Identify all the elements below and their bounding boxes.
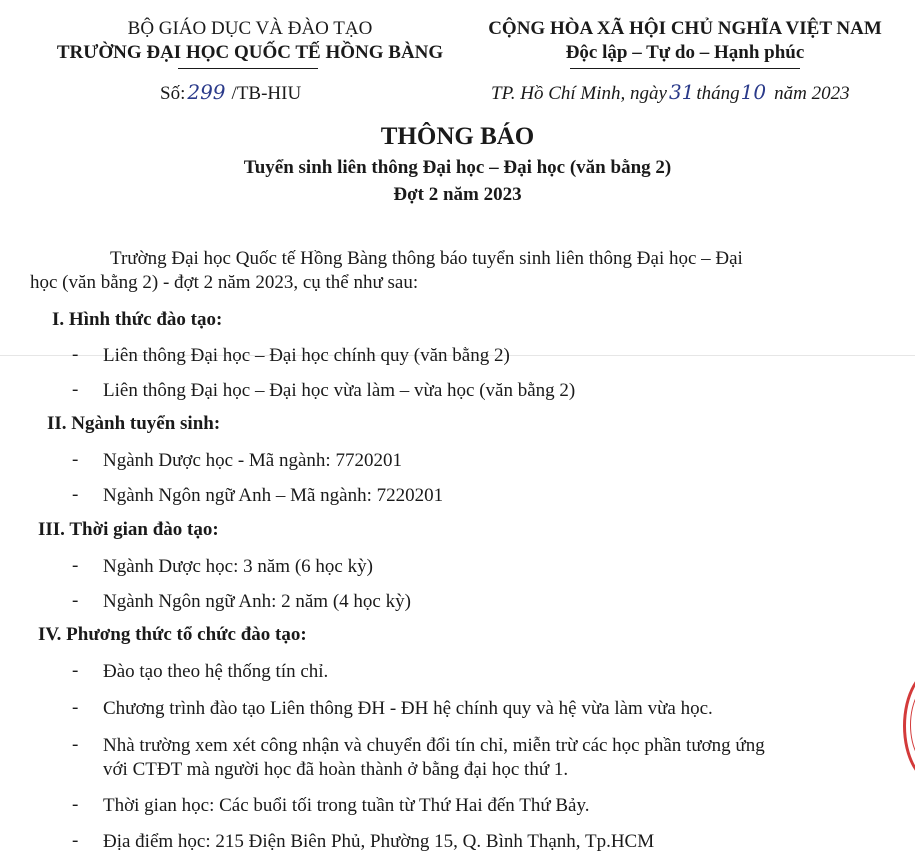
list-item: Ngành Ngôn ngữ Anh: 2 năm (4 học kỳ) [103,591,411,612]
list-item: Chương trình đào tạo Liên thông ĐH - ĐH hệ chính quy và hệ vừa làm vừa học. [103,698,713,719]
university-name: TRƯỜNG ĐẠI HỌC QUỐC TẾ HỒNG BÀNG [56,42,444,63]
list-item: Liên thông Đại học – Đại học vừa làm – vừa học (văn bằng 2) [103,380,576,401]
list-dash: - [72,344,79,365]
list-item: Địa điểm học: 215 Điện Biên Phủ, Phường 15, Q. Bình Thạnh, Tp.HCM [103,831,655,852]
document-title: THÔNG BÁO [380,123,535,150]
list-dash: - [72,830,79,851]
date-day: 31 [668,80,695,104]
list-item-continuation: với CTĐT mà người học đã hoàn thành ở bằng đại học thứ 1. [103,759,569,780]
number-suffix: /TB-HIU [231,83,302,104]
motto-underline [570,68,800,69]
list-dash: - [72,484,79,505]
list-item: Nhà trường xem xét công nhận và chuyển đổi tín chỉ, miễn trừ các học phần tương ứng [103,735,765,756]
list-dash: - [72,794,79,815]
motto: Độc lập – Tự do – Hạnh phúc [565,42,805,63]
list-item: Ngành Dược học - Mã ngành: 7720201 [103,450,402,471]
date-month-label: tháng [696,83,740,104]
title-line-1: Tuyển sinh liên thông Đại học – Đại học (văn bằng 2) [243,157,672,178]
intro-line-1: Trường Đại học Quốc tế Hồng Bàng thông báo tuyển sinh liên thông Đại học – Đại [110,248,743,269]
date-prefix: TP. Hồ Chí Minh, ngày [491,83,667,104]
date-line [491,80,850,106]
ministry-name: BỘ GIÁO DỤC VÀ ĐÀO TẠO [127,18,373,39]
list-item: Thời gian học: Các buổi tối trong tuần từ Thứ Hai đến Thứ Bảy. [103,795,590,816]
list-item: Liên thông Đại học – Đại học chính quy (văn bằng 2) [103,345,510,366]
section-heading: IV. Phương thức tổ chức đào tạo: [38,624,307,645]
number-prefix: Số: [160,83,186,104]
section-heading: II. Ngành tuyển sinh: [47,413,221,434]
number-handwritten: 299 [187,80,226,104]
title-line-2: Đợt 2 năm 2023 [393,184,522,205]
intro-line-2: học (văn bằng 2) - đợt 2 năm 2023, cụ thể như sau: [30,272,419,293]
date-year: năm 2023 [774,83,850,104]
list-dash: - [72,379,79,400]
list-item: Ngành Ngôn ngữ Anh – Mã ngành: 7220201 [103,485,444,506]
university-underline [178,68,318,69]
document-number [160,80,301,106]
list-dash: - [72,449,79,470]
list-item: Đào tạo theo hệ thống tín chỉ. [103,661,329,682]
list-dash: - [72,660,79,681]
list-dash: - [72,555,79,576]
list-dash: - [72,734,79,755]
section-heading: III. Thời gian đào tạo: [38,519,219,540]
list-item: Ngành Dược học: 3 năm (6 học kỳ) [103,556,373,577]
list-dash: - [72,697,79,718]
section-heading: I. Hình thức đào tạo: [52,309,223,330]
republic-name: CỘNG HÒA XÃ HỘI CHỦ NGHĨA VIỆT NAM [488,18,882,39]
list-dash: - [72,590,79,611]
date-month: 10 [740,80,767,104]
